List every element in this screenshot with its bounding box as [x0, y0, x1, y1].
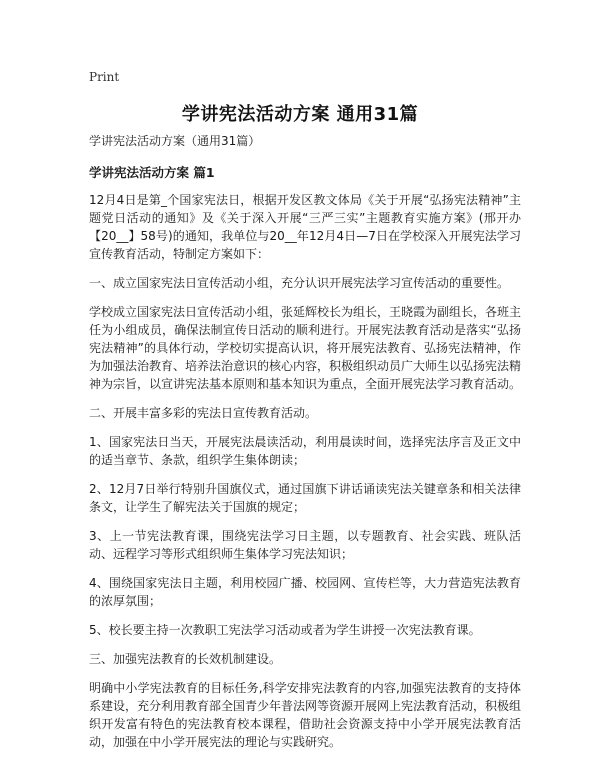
paragraph-item-4: 4、围绕国家宪法日主题，利用校园广播、校园网、宣传栏等，大力营造宪法教育的浓厚氛围；: [89, 576, 521, 608]
document-body: [89, 132, 521, 762]
paragraph-section-1-body: 学校成立国家宪法日宣传活动小组，张延辉校长为组长，王晓霞为副组长，各班主任为小组成员，确保法制宣传日活动的顺利进行。开展宪法教育活动是落实“弘扬宪法精神”的具体行动，学校切实提高认识，将开展宪法教育、弘扬宪法精神，作为加强法治教育、培养法治意识的核心内容，积极组织动员广大师生以弘扬宪法精神为宗旨，以宣讲宪法基本原则和基本知识为重点，全面开展宪法学习教育活动。: [89, 305, 522, 391]
print-label: Print: [89, 70, 120, 84]
paragraph-section-1-heading: 一、成立国家宪法日宣传活动小组，充分认识开展宪法学习宣传活动的重要性。: [89, 276, 510, 290]
section-heading: 学讲宪法活动方案 篇1: [89, 165, 215, 180]
paragraph-item-5: 5、校长要主持一次教职工宪法学习活动或者为学生讲授一次宪法教育课。: [89, 623, 481, 637]
document-subtitle: 学讲宪法活动方案（通用31篇）: [89, 134, 261, 148]
paragraph-item-3: 3、上一节宪法教育课，围绕宪法学习日主题，以专题教育、社会实践、班队活动、远程学习等形式组织师生集体学习宪法知识；: [89, 529, 521, 561]
paragraph-item-1: 1、国家宪法日当天，开展宪法晨读活动，利用晨读时间，选择宪法序言及正文中的适当章节、条款，组织学生集体朗读；: [89, 435, 521, 467]
paragraph-section-3-body: 明确中小学宪法教育的目标任务,科学安排宪法教育的内容,加强宪法教育的支持体系建设，充分利用教育部全国青少年普法网等资源开展网上宪法教育活动，积极组织开发富有特色的宪法教育校本课程，借助社会资源支持中小学开展宪法教育活动，加强在中小学开展宪法的理论与实践研究。: [89, 681, 522, 749]
paragraph-intro: 12月4日是第_个国家宪法日，根据开发区教文体局《关于开展“弘扬宪法精神”主题党日活动的通知》及《关于深入开展“三严三实”主题教育实施方案》(邢开办【20__】58号)的通知，我单位与20__年12月4日—7日在学校深入开展宪法学习宣传教育活动，特制定方案如下：: [89, 193, 521, 261]
paragraph-section-3-heading: 三、加强宪法教育的长效机制建设。: [89, 652, 282, 666]
paragraph-item-2: 2、12月7日举行特别升国旗仪式，通过国旗下讲话诵读宪法关键章条和相关法律条文，让学生了解宪法关于国旗的规定；: [89, 482, 521, 514]
paragraph-section-2-heading: 二、开展丰富多彩的宪法日宣传教育活动。: [89, 406, 318, 420]
document-title: 学讲宪法活动方案 通用31篇: [181, 104, 419, 125]
